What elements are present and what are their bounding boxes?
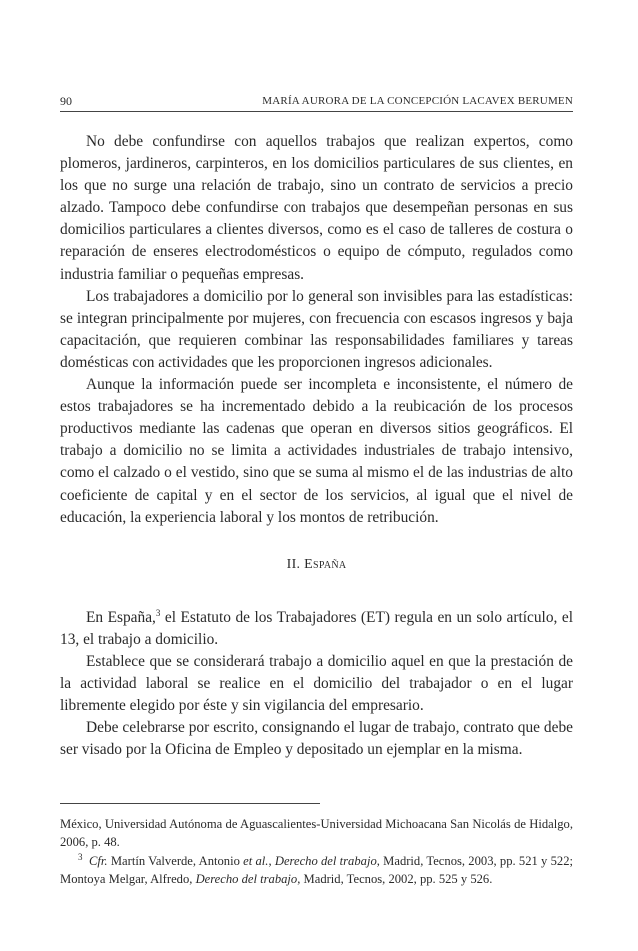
running-header (60, 95, 573, 112)
section-numeral: II. (286, 556, 301, 572)
paragraph-5: Establece que se considerará trabajo a domicilio aquel en que la prestación de la actividad laboral se realice en el domicilio del trabajador o en el lugar libremente elegido por éste y sin vigilancia del empresario. (60, 652, 573, 715)
section-title: España (304, 556, 347, 572)
footnotes (60, 815, 573, 889)
paragraph-3: Aunque la información puede ser incompleta e inconsistente, el número de estos trabajadores se ha incrementado debido a la reubicación de los procesos productivos mediante las cadenas que operan en diversos sitios geográficos. El trabajo a domicilio no se limita a actividades industriales de trabajo intensivo, como el calzado o el vestido, sino que se suma al mismo el de las industrias de alto coeficiente de capital y en el sector de los servicios, al igual que el nivel de educación, la experiencia laboral y los montos de retribución. (60, 376, 573, 526)
footnote-3-etal: et al. (243, 853, 269, 868)
paragraph-6: Debe celebrarse por escrito, consignando el lugar de trabajo, contrato que debe ser visado por la Oficina de Empleo y depositado un ejemplar en la misma. (60, 719, 573, 759)
footnote-3-number: 3 (78, 851, 83, 862)
paragraph-4-start: En España, (86, 608, 156, 626)
running-title: MARÍA AURORA DE LA CONCEPCIÓN LACAVEX BERUMEN (262, 95, 573, 107)
paragraph-4 (60, 607, 573, 651)
paragraph-2: Los trabajadores a domicilio por lo general son invisibles para las estadísticas: se integran principalmente por mujeres, con frecuencia con escasos ingresos y baja capacitación, que requieren combinar las responsabilidades familiares y tareas domésticas con actividades que les proporcionen ingresos adicionales. (60, 287, 573, 371)
main-text (60, 131, 573, 761)
footnote-divider (60, 803, 320, 804)
footnote-3-cfr: Cfr. (89, 853, 108, 868)
footnote-3-text-4: , Madrid, Tecnos, 2002, pp. 525 y 526. (297, 872, 493, 887)
footnote-3-title-2: Derecho del trabajo (195, 872, 298, 887)
footnote-3-text-2: , (268, 853, 275, 868)
footnote-continued: México, Universidad Autónoma de Aguascalientes-Universidad Michoacana San Nicolás de Hidalgo, 2006, p. 48. (60, 817, 573, 850)
footnote-3 (60, 852, 573, 889)
section-heading (60, 555, 573, 575)
book-page (60, 0, 573, 951)
footnote-3-text-3: , Madrid, Tecnos, 2003, pp. 521 y 522; Montoya Melgar, Alfredo, (60, 853, 573, 887)
paragraph-1: No debe confundirse con aquellos trabajos que realizan expertos, como plomeros, jardineros, carpinteros, en los domicilios particulares de sus clientes, en los que no surge una relación de trabajo, sino un contrato de servicios a precio alzado. Tampoco debe confundirse con trabajos que desempeñan personas en sus domicilios particulares a clientes diversos, como es el caso de talleres de costura o reparación de enseres electrodomésticos o equipo de cómputo, regulados como industria familiar o pequeñas empresas. (60, 133, 573, 283)
page-number: 90 (60, 94, 72, 108)
footnote-ref-3[interactable]: 3 (155, 607, 161, 618)
paragraph-4-end: el Estatuto de los Trabajadores (ET) regula en un solo artículo, el 13, el trabajo a domicilio. (60, 608, 573, 648)
footnote-3-title-1: Derecho del trabajo (274, 853, 377, 868)
footnote-3-text-1: Martín Valverde, Antonio (107, 853, 244, 868)
